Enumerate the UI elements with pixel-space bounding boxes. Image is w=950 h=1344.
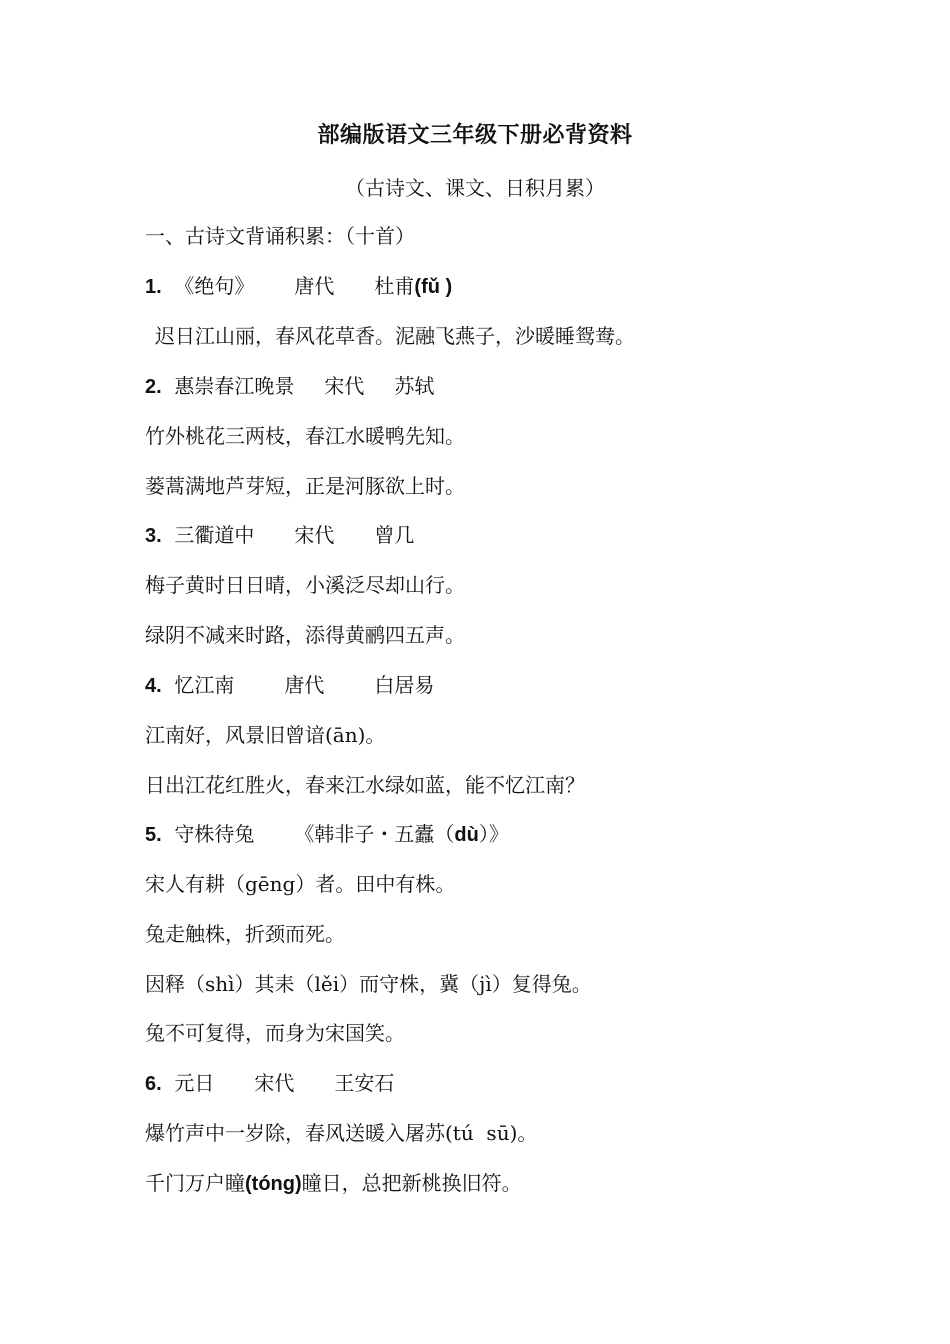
poem-author: 苏轼 xyxy=(394,374,435,398)
poem-dynasty: 宋代 xyxy=(294,523,335,547)
poem-line: 竹外桃花三两枝，春江水暖鸭先知。 xyxy=(145,424,465,448)
poem-title: 惠崇春江晚景 xyxy=(174,374,295,398)
poem-line: 日出江花红胜火，春来江水绿如蓝，能不忆江南？ xyxy=(145,773,585,797)
poem-dynasty: 宋代 xyxy=(254,1071,295,1095)
poem-line: 兔走触株，折颈而死。 xyxy=(145,922,345,946)
poem-line: 江南好，风景旧曾谙(ān)。 xyxy=(145,723,386,747)
poem-number-dot: . xyxy=(156,1073,162,1095)
poem-number-dot: . xyxy=(156,525,162,547)
page-title: 部编版语文三年级下册必背资料 xyxy=(317,123,633,148)
poem-line: 兔不可复得，而身为宋国笑。 xyxy=(145,1021,405,1045)
poem-number-dot: . xyxy=(156,276,162,298)
poem-author-pinyin: (fǔ ) xyxy=(414,276,453,298)
poem-source: 《韩非子・五蠹（ xyxy=(294,822,455,846)
poem-dynasty: 宋代 xyxy=(324,374,365,398)
poem-title: 元日 xyxy=(174,1071,215,1095)
poem-line: 迟日江山丽，春风花草香。泥融飞燕子，沙暖睡鸳鸯。 xyxy=(155,324,635,348)
poem-number: 2 xyxy=(145,376,157,398)
poem-line: 宋人有耕（gēng）者。田中有株。 xyxy=(145,872,456,896)
poem-source-pinyin: dù xyxy=(454,824,479,846)
poem-line: 蒌蒿满地芦芽短，正是河豚欲上时。 xyxy=(145,474,465,498)
poem-author: 王安石 xyxy=(334,1071,395,1095)
poem-heading xyxy=(145,671,434,700)
poem-source-end: ）》 xyxy=(478,822,509,846)
poem-number-dot: . xyxy=(156,675,162,697)
poem-heading xyxy=(145,521,414,550)
poem-heading xyxy=(145,820,509,849)
poem-line xyxy=(145,1169,522,1198)
poem-heading xyxy=(145,1069,394,1098)
poem-line: 绿阴不减来时路，添得黄鹂四五声。 xyxy=(145,623,465,647)
poem-number-dot: . xyxy=(156,824,162,846)
poem-title: 《绝句》 xyxy=(174,274,255,298)
poem-number: 4 xyxy=(145,675,157,697)
poem-heading xyxy=(145,372,434,401)
poem-author: 曾几 xyxy=(374,523,415,547)
poem-dynasty: 唐代 xyxy=(294,274,335,298)
page-subtitle: （古诗文、课文、日积月累） xyxy=(345,176,605,200)
poem-line-pinyin: (tóng) xyxy=(245,1173,302,1195)
poem-title: 三衢道中 xyxy=(174,523,255,547)
poem-line-part: 瞳日，总把新桃换旧符。 xyxy=(301,1171,522,1195)
poem-heading xyxy=(145,272,452,301)
poem-line: 爆竹声中一岁除，春风送暖入屠苏(tú sū)。 xyxy=(145,1121,538,1145)
poem-number: 6 xyxy=(145,1073,157,1095)
poem-line: 梅子黄时日日晴，小溪泛尽却山行。 xyxy=(145,573,465,597)
poem-author: 白居易 xyxy=(374,673,435,697)
poem-line-part: 千门万户瞳 xyxy=(145,1171,245,1195)
poem-title: 忆江南 xyxy=(174,673,235,697)
section-heading: 一、古诗文背诵积累：（十首） xyxy=(145,224,415,248)
poem-number: 3 xyxy=(145,525,157,547)
poem-number-dot: . xyxy=(156,376,162,398)
poem-dynasty: 唐代 xyxy=(284,673,325,697)
poem-number: 1 xyxy=(145,276,157,298)
poem-number: 5 xyxy=(145,824,157,846)
poem-line: 因释（shì）其耒（lěi）而守株，冀（jì）复得兔。 xyxy=(145,972,592,996)
poem-author: 杜甫 xyxy=(374,274,415,298)
poem-title: 守株待兔 xyxy=(174,822,255,846)
